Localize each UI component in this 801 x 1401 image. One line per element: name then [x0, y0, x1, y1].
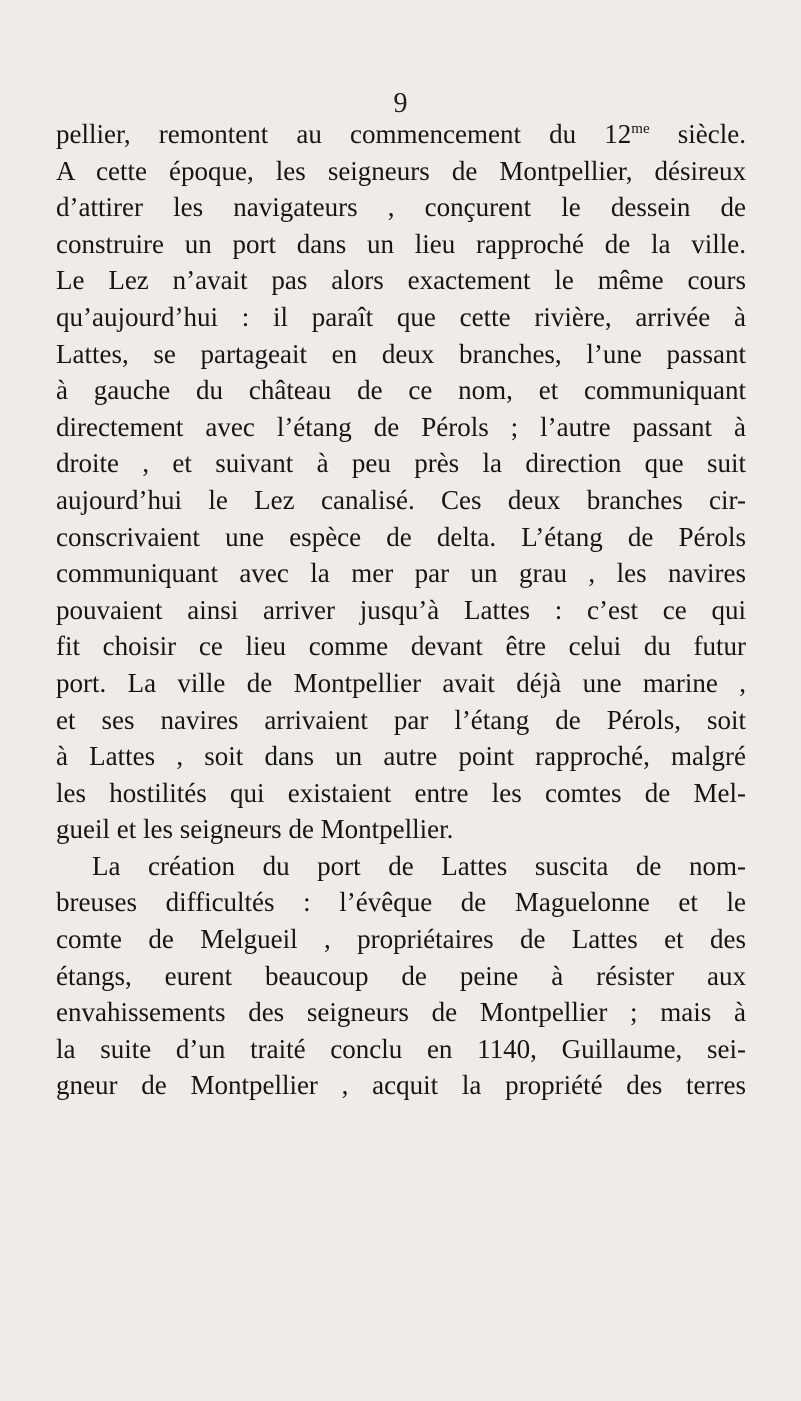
- text-line: Lattes, se partageait en deux branches, l’une passant: [56, 338, 746, 369]
- text-line: A cette époque, les seigneurs de Montpellier, désireux: [56, 155, 746, 186]
- body-text: [56, 116, 746, 1104]
- text-line: qu’aujourd’hui : il paraît que cette rivière, arrivée à: [56, 301, 746, 332]
- text-line: à gauche du château de ce nom, et communiquant: [56, 375, 746, 406]
- text-line: breuses difficultés : l’évêque de Maguelonne et le: [56, 887, 746, 918]
- text-line: d’attirer les navigateurs , conçurent le dessein de: [56, 192, 746, 223]
- text-line: pouvaient ainsi arriver jusqu’à Lattes : c’est ce qui: [56, 594, 746, 625]
- text-line: et ses navires arrivaient par l’étang de Pérols, soit: [56, 704, 746, 735]
- text-line: Le Lez n’avait pas alors exactement le même cours: [56, 265, 746, 296]
- text-line: La création du port de Lattes suscita de nom-: [92, 850, 746, 881]
- text-line: envahissements des seigneurs de Montpellier ; mais à: [56, 997, 746, 1028]
- text-line: conscrivaient une espèce de delta. L’étang de Pérols: [56, 521, 746, 552]
- text-line: étangs, eurent beaucoup de peine à résister aux: [56, 960, 746, 991]
- text-line: à Lattes , soit dans un autre point rapproché, malgré: [56, 741, 746, 772]
- text-fragment: siècle.: [649, 119, 746, 149]
- text-line: fit choisir ce lieu comme devant être celui du futur: [56, 631, 746, 662]
- text-line: communiquant avec la mer par un grau , les navires: [56, 558, 746, 589]
- text-line: [56, 116, 746, 153]
- text-line: port. La ville de Montpellier avait déjà une marine ,: [56, 667, 746, 698]
- text-line: les hostilités qui existaient entre les comtes de Mel-: [56, 777, 746, 808]
- text-line: la suite d’un traité conclu en 1140, Guillaume, sei-: [56, 1033, 746, 1064]
- text-line: droite , et suivant à peu près la direction que suit: [56, 448, 746, 479]
- text-line: gneur de Montpellier , acquit la propriété des terres: [56, 1070, 746, 1101]
- text-line: directement avec l’étang de Pérols ; l’autre passant à: [56, 411, 746, 442]
- text-line: construire un port dans un lieu rapproché de la ville.: [56, 228, 746, 259]
- text-line: comte de Melgueil , propriétaires de Lattes et des: [56, 924, 746, 955]
- page-number: 9: [393, 88, 408, 119]
- text-fragment: pellier, remontent au commencement du 12: [56, 119, 632, 149]
- text-line: aujourd’hui le Lez canalisé. Ces deux branches cir-: [56, 484, 746, 515]
- text-line: gueil et les seigneurs de Montpellier.: [56, 814, 454, 845]
- superscript: me: [631, 121, 650, 137]
